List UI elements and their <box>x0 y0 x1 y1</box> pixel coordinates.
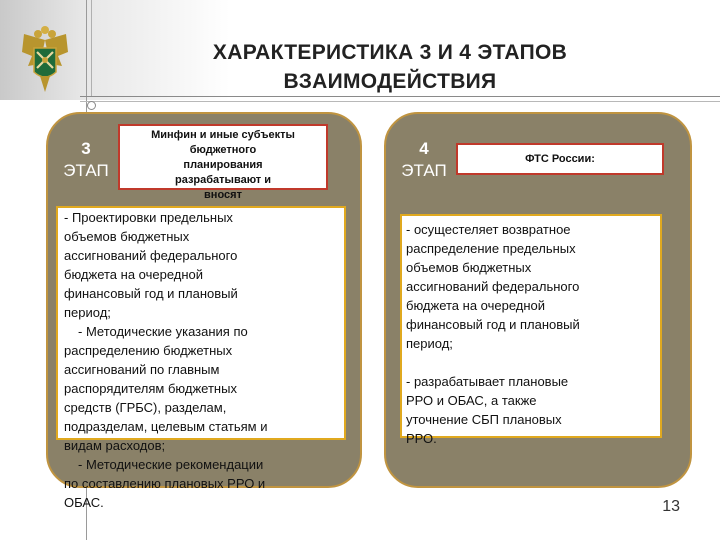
horizontal-rule-inner <box>80 101 720 102</box>
horizontal-rule <box>80 96 720 97</box>
text-line: - Методические указания по <box>78 324 248 339</box>
text-line: - осущестеляет возвратное <box>406 222 571 237</box>
stage-4-header-box: ФТС России: <box>456 143 664 175</box>
text-line: уточнение СБП плановых <box>406 412 562 427</box>
text-line: распределению бюджетных <box>64 343 233 358</box>
text-line: видам расходов; <box>64 438 166 453</box>
stage-4-number: 4 <box>419 139 429 158</box>
text-line: подразделам, целевым статьям и <box>64 419 268 434</box>
text-line: объемов бюджетных <box>64 229 190 244</box>
text-line: распределение предельных <box>406 241 576 256</box>
rule-dot <box>87 101 96 110</box>
stage-3-header-line: бюджетного <box>189 144 257 156</box>
vertical-rule-inner <box>91 0 92 96</box>
stage-3-text <box>64 208 354 512</box>
stage-3-item-3 <box>64 455 354 512</box>
text-line: по составлению плановых РРО и <box>64 476 266 491</box>
text-line: период; <box>406 336 453 351</box>
text-line: - Проектировки предельных <box>64 210 233 225</box>
text-line: распорядителям бюджетных <box>64 381 237 396</box>
stage-3-header-box <box>118 124 328 201</box>
stage-3-number: 3 <box>81 139 91 158</box>
text-line: финансовый год и плановый <box>64 286 238 301</box>
page-title <box>150 38 630 96</box>
stage-4-item-2 <box>406 372 662 448</box>
stage-3-item-2 <box>64 322 354 455</box>
text-line: период; <box>64 305 111 320</box>
text-line: ассигнований федерального <box>406 279 580 294</box>
text-line: бюджета на очередной <box>64 267 204 282</box>
stage-3-word: ЭТАП <box>63 161 109 180</box>
stage-4-item-1 <box>406 220 662 353</box>
emblem-icon <box>18 26 72 96</box>
text-line: средств (ГРБС), разделам, <box>64 400 227 415</box>
spacer <box>406 353 662 372</box>
text-line: РРО и ОБАС, а также <box>406 393 537 408</box>
stage-3-header-line: планирования <box>183 159 263 171</box>
page-number: 13 <box>662 498 680 515</box>
text-line: ОБАС. <box>64 495 104 510</box>
stage-4-word: ЭТАП <box>401 161 447 180</box>
text-line: ассигнований по главным <box>64 362 220 377</box>
text-line: - Методические рекомендации <box>78 457 264 472</box>
title-line-2: ВЗАИМОДЕЙСТВИЯ <box>283 70 497 93</box>
text-line: финансовый год и плановый <box>406 317 580 332</box>
title-line-1: ХАРАКТЕРИСТИКА 3 И 4 ЭТАПОВ <box>212 41 568 64</box>
text-line: РРО. <box>406 431 437 446</box>
stage-3-label <box>56 138 116 182</box>
stage-3-header-line: разрабатывают и <box>174 174 272 186</box>
stage-3-header-line: Минфин и иные субъекты <box>151 129 295 141</box>
stage-4-text <box>406 220 662 448</box>
text-line: ассигнований федерального <box>64 248 238 263</box>
stage-4-label <box>394 138 454 182</box>
stage-3-header-line: вносят <box>204 189 242 201</box>
text-line: бюджета на очередной <box>406 298 546 313</box>
stage-3-item-1 <box>64 208 354 322</box>
text-line: объемов бюджетных <box>406 260 532 275</box>
text-line: - разрабатывает плановые <box>406 374 569 389</box>
